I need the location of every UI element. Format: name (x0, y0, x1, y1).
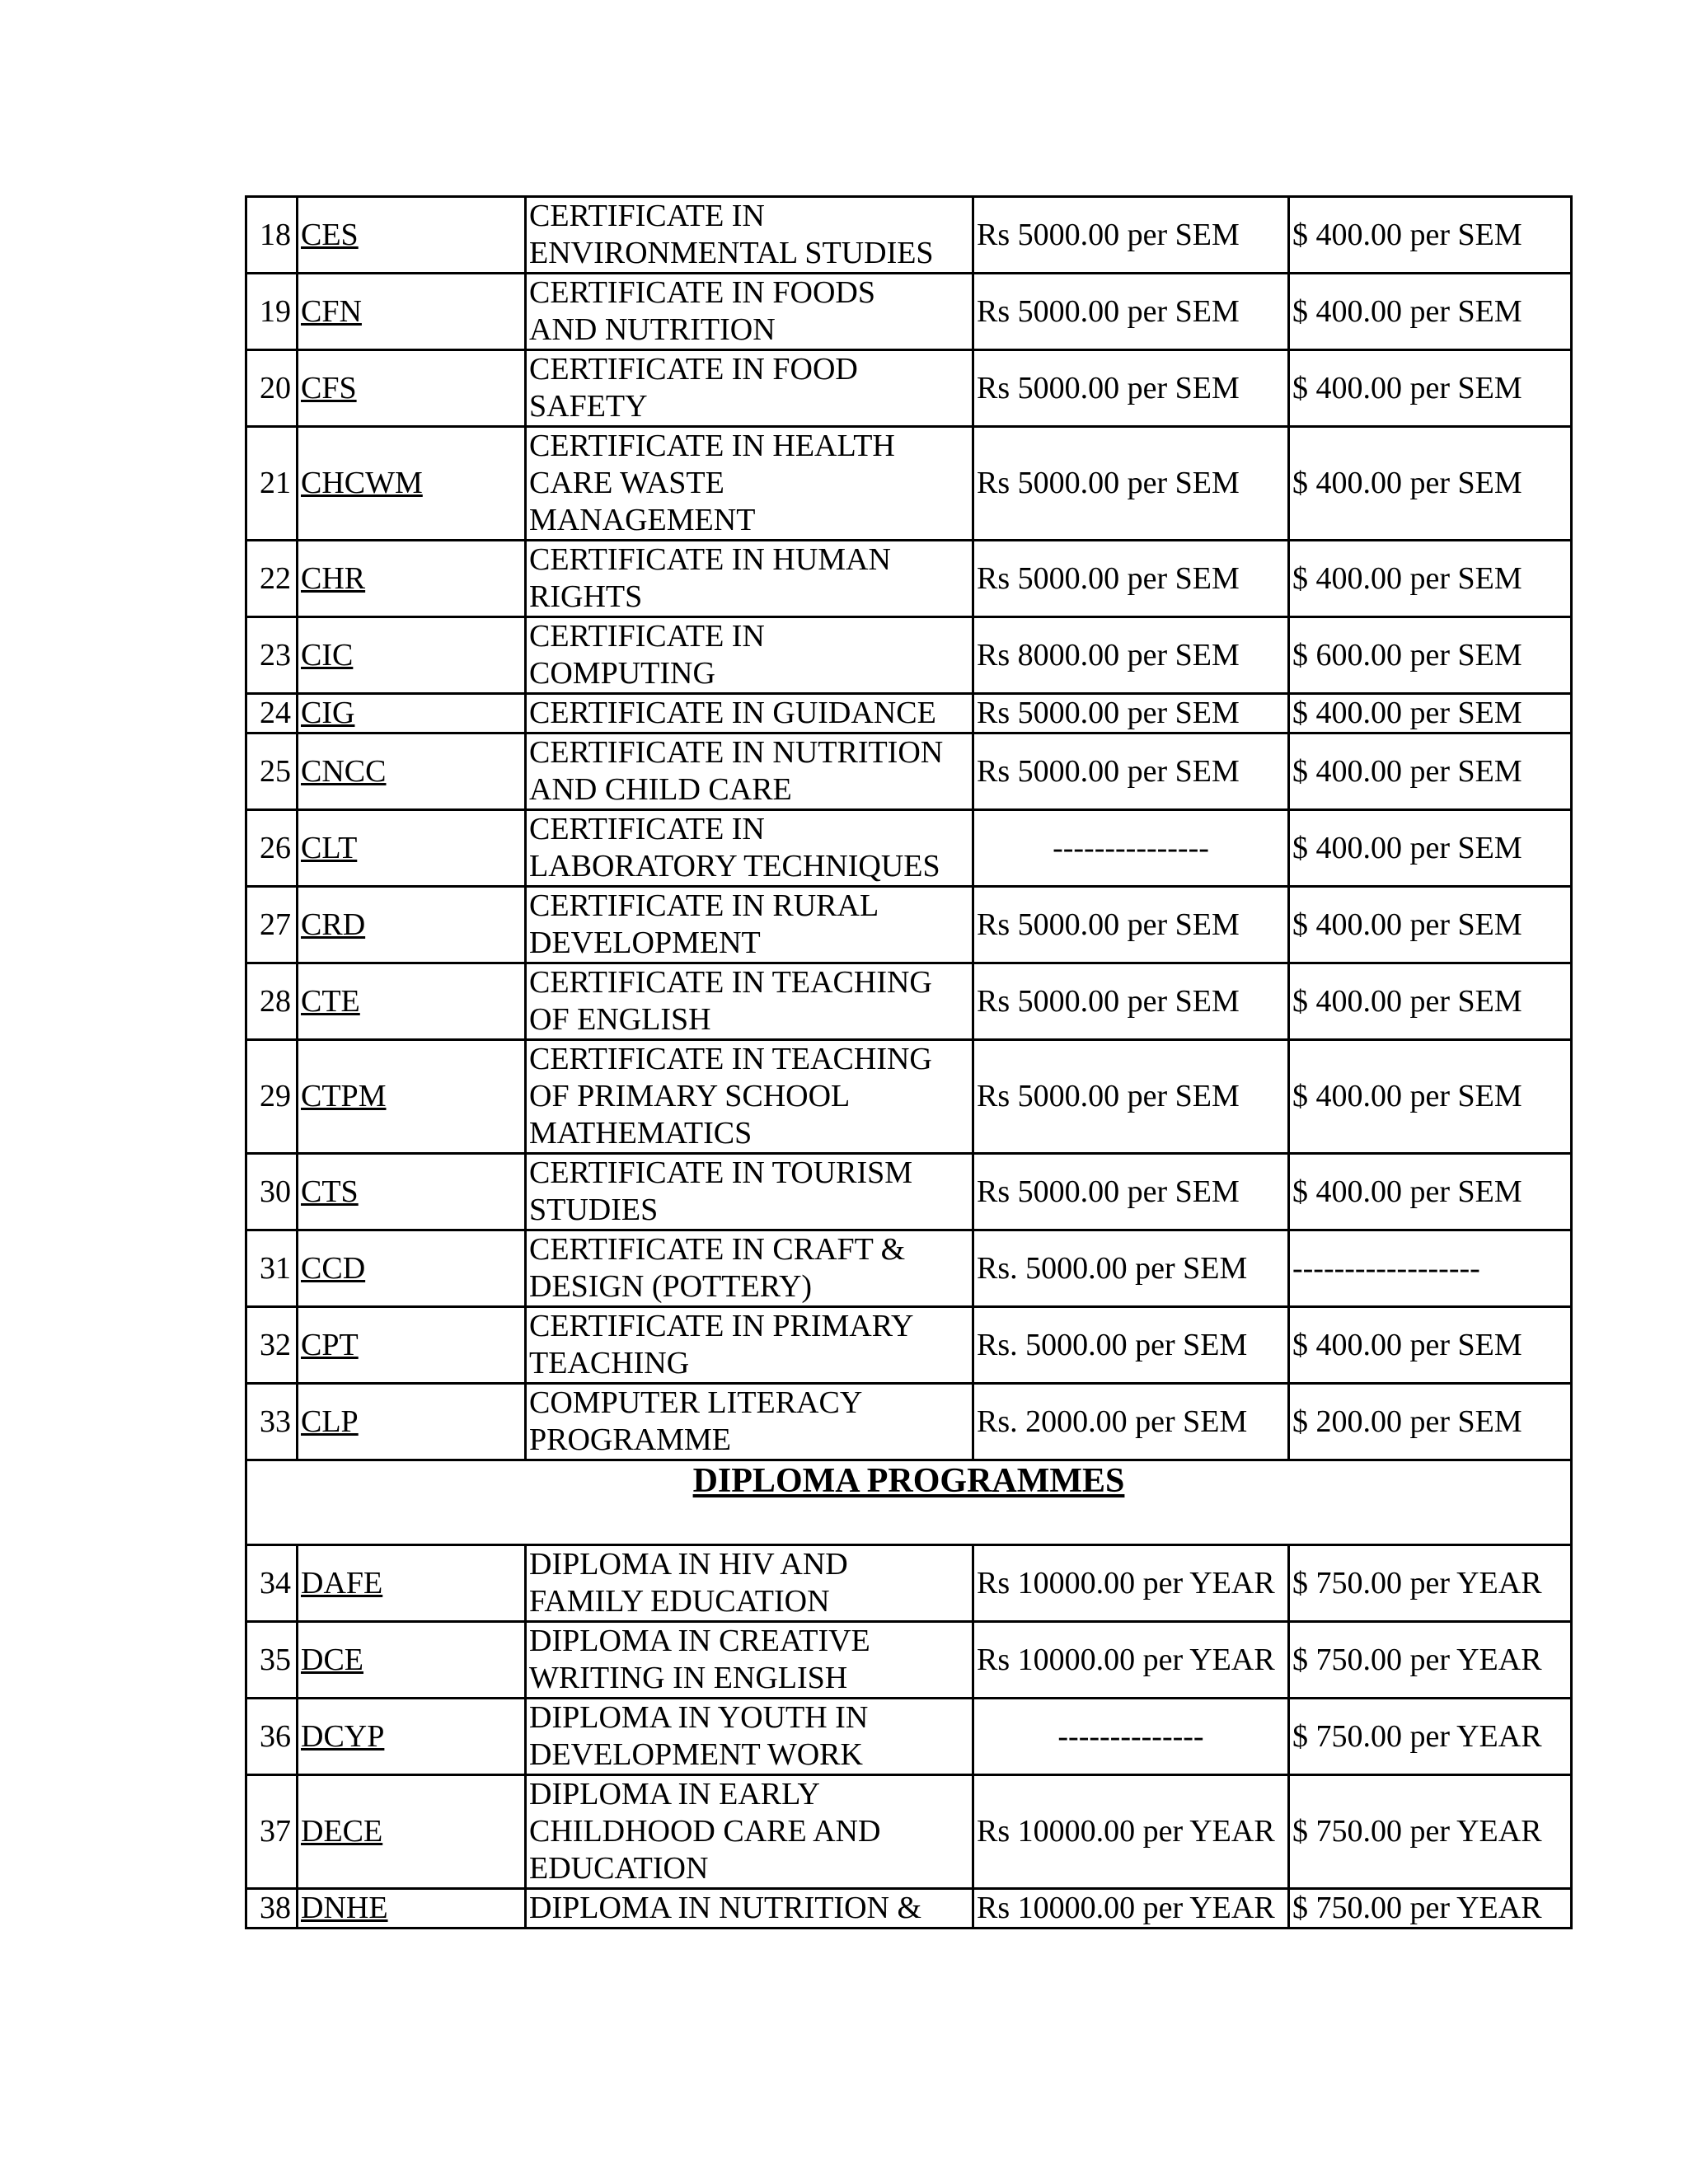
row-number: 32 (260, 1327, 291, 1362)
row-number: 30 (260, 1174, 291, 1209)
row-number-cell (246, 1040, 298, 1154)
programme-code-link[interactable]: CCD (301, 1250, 366, 1286)
row-number: 24 (260, 696, 291, 730)
programme-name-line: CARE WASTE (529, 466, 724, 500)
table-row (246, 617, 1572, 694)
row-number-cell (246, 1230, 298, 1307)
programme-name-line: LABORATORY TECHNIQUES (529, 849, 940, 883)
international-fee-cell (1289, 1040, 1572, 1154)
local-fee-cell (973, 1307, 1289, 1384)
international-fee: ------------------ (1292, 1250, 1480, 1286)
programme-code-cell[interactable] (298, 274, 526, 350)
programme-code-link[interactable]: CIC (301, 637, 354, 673)
programme-name-line: OF ENGLISH (529, 1002, 711, 1037)
programme-name-line: DIPLOMA IN YOUTH IN (529, 1700, 869, 1735)
local-fee-cell (973, 427, 1289, 541)
local-fee: Rs 10000.00 per YEAR (977, 1565, 1275, 1601)
programme-name (529, 618, 969, 692)
local-fee-cell (973, 1699, 1289, 1775)
programme-code-cell[interactable] (298, 197, 526, 274)
programme-name-cell (526, 197, 973, 274)
local-fee-cell (973, 617, 1289, 694)
international-fee-cell (1289, 887, 1572, 963)
programme-name-line: CERTIFICATE IN (529, 619, 765, 654)
programme-name-line: MATHEMATICS (529, 1116, 753, 1151)
international-fee: $ 750.00 per YEAR (1292, 1814, 1542, 1849)
programme-name (529, 1776, 969, 1887)
international-fee: $ 400.00 per SEM (1292, 1327, 1522, 1362)
programme-name-cell (526, 887, 973, 963)
programme-name-cell (526, 541, 973, 617)
row-number-cell (246, 1775, 298, 1889)
programme-code-cell[interactable] (298, 810, 526, 887)
programme-name-line: CERTIFICATE IN (529, 812, 765, 846)
programme-name-line: COMPUTER LITERACY (529, 1385, 863, 1420)
programme-name-line: AND NUTRITION (529, 312, 776, 347)
programme-name-line: CERTIFICATE IN TOURISM (529, 1155, 913, 1190)
international-fee: $ 750.00 per YEAR (1292, 1718, 1542, 1754)
programme-code-link[interactable]: CTE (301, 983, 360, 1019)
programme-name-cell (526, 617, 973, 694)
programme-name (529, 888, 969, 962)
programme-name (529, 1623, 969, 1697)
row-number: 37 (260, 1814, 291, 1849)
international-fee: $ 400.00 per SEM (1292, 696, 1522, 730)
local-fee: Rs 10000.00 per YEAR (977, 1814, 1275, 1849)
programme-code-cell[interactable] (298, 1545, 526, 1622)
programme-name-line: SAFETY (529, 389, 648, 424)
programme-name-line: CERTIFICATE IN (529, 199, 765, 233)
local-fee-cell (973, 1230, 1289, 1307)
row-number: 27 (260, 907, 291, 942)
row-number-cell (246, 350, 298, 427)
programme-name-cell (526, 963, 973, 1040)
table-row (246, 427, 1572, 541)
programme-code-link[interactable]: CPT (301, 1327, 359, 1362)
international-fee: $ 400.00 per SEM (1292, 830, 1522, 865)
programme-name-line: COMPUTING (529, 656, 715, 691)
local-fee-cell (973, 1154, 1289, 1230)
table-row (246, 274, 1572, 350)
programme-name-cell (526, 1775, 973, 1889)
programme-code-link[interactable]: CTS (301, 1174, 359, 1209)
programme-name (529, 1546, 969, 1620)
programme-code-link[interactable]: CNCC (301, 753, 387, 789)
row-number: 23 (260, 637, 291, 673)
row-number: 22 (260, 560, 291, 596)
programme-name-cell (526, 427, 973, 541)
programme-name-cell (526, 810, 973, 887)
programme-name-cell (526, 274, 973, 350)
programme-name (529, 198, 969, 272)
table-row (246, 1230, 1572, 1307)
programme-name (529, 274, 969, 349)
row-number: 38 (260, 1891, 291, 1925)
programme-name-line: CERTIFICATE IN FOOD (529, 352, 858, 387)
programme-code-link[interactable]: CHR (301, 560, 366, 596)
programme-code-link[interactable]: DAFE (301, 1565, 383, 1601)
international-fee: $ 400.00 per SEM (1292, 560, 1522, 596)
table-row (246, 1889, 1572, 1929)
programme-code-cell[interactable] (298, 887, 526, 963)
table-row (246, 810, 1572, 887)
programme-name-cell (526, 350, 973, 427)
international-fee: $ 750.00 per YEAR (1292, 1891, 1542, 1925)
international-fee: $ 400.00 per SEM (1292, 1079, 1522, 1113)
row-number-cell (246, 1622, 298, 1699)
diploma-rows (246, 1545, 1572, 1929)
row-number: 21 (260, 466, 291, 500)
programme-name-line: PROGRAMME (529, 1422, 731, 1457)
local-fee-cell (973, 810, 1289, 887)
local-fee: Rs 10000.00 per YEAR (977, 1642, 1275, 1677)
programme-name-line: CERTIFICATE IN TEACHING (529, 965, 932, 1000)
programme-code-cell[interactable] (298, 350, 526, 427)
international-fee-cell (1289, 350, 1572, 427)
programme-name-line: AND CHILD CARE (529, 772, 792, 807)
programme-name-line: DESIGN (POTTERY) (529, 1269, 813, 1304)
row-number-cell (246, 694, 298, 733)
row-number-cell (246, 617, 298, 694)
row-number: 26 (260, 830, 291, 865)
row-number: 36 (260, 1718, 291, 1754)
programme-code-link[interactable]: CLP (301, 1404, 359, 1439)
programme-name-line: CERTIFICATE IN NUTRITION (529, 735, 944, 770)
programme-name (529, 811, 969, 885)
programme-name-line: EDUCATION (529, 1851, 709, 1886)
programme-name-cell (526, 1384, 973, 1460)
row-number-cell (246, 733, 298, 810)
local-fee: Rs. 5000.00 per SEM (977, 1250, 1248, 1286)
local-fee: Rs 10000.00 per YEAR (977, 1891, 1275, 1925)
row-number-cell (246, 1545, 298, 1622)
programme-code-cell[interactable] (298, 1889, 526, 1929)
programme-name-line: WRITING IN ENGLISH (529, 1661, 848, 1695)
row-number-cell (246, 274, 298, 350)
row-number-cell (246, 197, 298, 274)
row-number: 20 (260, 370, 291, 405)
international-fee: $ 200.00 per SEM (1292, 1404, 1522, 1439)
international-fee: $ 400.00 per SEM (1292, 753, 1522, 789)
programme-name-line: CERTIFICATE IN HUMAN (529, 542, 891, 577)
international-fee: $ 400.00 per SEM (1292, 466, 1522, 500)
local-fee-cell (973, 887, 1289, 963)
international-fee-cell (1289, 541, 1572, 617)
row-number: 35 (260, 1642, 291, 1677)
local-fee-cell (973, 1622, 1289, 1699)
programme-code-cell[interactable] (298, 617, 526, 694)
programme-name-cell (526, 1307, 973, 1384)
international-fee-cell (1289, 427, 1572, 541)
row-number-cell (246, 1307, 298, 1384)
international-fee: $ 600.00 per SEM (1292, 637, 1522, 673)
international-fee: $ 750.00 per YEAR (1292, 1565, 1542, 1601)
local-fee-cell (973, 1775, 1289, 1889)
local-fee-cell (973, 541, 1289, 617)
local-fee-cell (973, 350, 1289, 427)
local-fee: Rs 8000.00 per SEM (977, 637, 1240, 673)
row-number-cell (246, 1699, 298, 1775)
programme-code-link[interactable]: CLT (301, 830, 358, 865)
programme-name-line: DIPLOMA IN NUTRITION & (529, 1891, 922, 1925)
row-number: 28 (260, 983, 291, 1019)
local-fee: Rs 5000.00 per SEM (977, 217, 1240, 252)
programme-code-cell[interactable] (298, 1622, 526, 1699)
programme-name-line: DIPLOMA IN HIV AND (529, 1547, 848, 1582)
programme-name-cell (526, 1889, 973, 1929)
table-row (246, 350, 1572, 427)
programme-code-link[interactable]: DECE (301, 1814, 383, 1849)
programme-code-cell[interactable] (298, 1040, 526, 1154)
programme-name-line: DEVELOPMENT WORK (529, 1737, 863, 1772)
programme-name (529, 964, 969, 1038)
programme-code-link[interactable]: CFN (301, 293, 362, 329)
table-row (246, 1699, 1572, 1775)
international-fee-cell (1289, 1545, 1572, 1622)
programme-name-line: CERTIFICATE IN HEALTH (529, 429, 895, 463)
local-fee: Rs 5000.00 per SEM (977, 293, 1240, 329)
programme-code-link[interactable]: CES (301, 217, 359, 252)
programme-name (529, 428, 969, 539)
local-fee-cell (973, 274, 1289, 350)
programme-code-link[interactable]: CHCWM (301, 466, 423, 500)
international-fee: $ 400.00 per SEM (1292, 983, 1522, 1019)
table-row (246, 694, 1572, 733)
programme-name-cell (526, 1230, 973, 1307)
programme-name-line: CERTIFICATE IN CRAFT & (529, 1232, 906, 1267)
row-number-cell (246, 1154, 298, 1230)
international-fee: $ 400.00 per SEM (1292, 907, 1522, 942)
table-row (246, 197, 1572, 274)
certificate-rows (246, 197, 1572, 1460)
programme-name-cell (526, 1545, 973, 1622)
international-fee-cell (1289, 1154, 1572, 1230)
programme-name-cell (526, 733, 973, 810)
international-fee-cell (1289, 963, 1572, 1040)
programme-code-cell[interactable] (298, 694, 526, 733)
local-fee: Rs 5000.00 per SEM (977, 1174, 1240, 1209)
local-fee: Rs. 2000.00 per SEM (977, 1404, 1248, 1439)
diploma-section (246, 1460, 1572, 1545)
row-number: 34 (260, 1565, 291, 1601)
programme-name (529, 734, 969, 808)
row-number-cell (246, 887, 298, 963)
table-row (246, 1622, 1572, 1699)
table-row (246, 1775, 1572, 1889)
row-number-cell (246, 810, 298, 887)
programme-name-cell (526, 1040, 973, 1154)
local-fee: Rs 5000.00 per SEM (977, 753, 1240, 789)
international-fee: $ 400.00 per SEM (1292, 1174, 1522, 1209)
programme-name-cell (526, 1154, 973, 1230)
programme-name-cell (526, 1622, 973, 1699)
international-fee-cell (1289, 694, 1572, 733)
international-fee-cell (1289, 617, 1572, 694)
programme-name (529, 1699, 969, 1774)
programme-name-line: DIPLOMA IN CREATIVE (529, 1624, 870, 1658)
international-fee: $ 400.00 per SEM (1292, 293, 1522, 329)
programme-name-line: DEVELOPMENT (529, 926, 761, 960)
programme-code-link[interactable]: CFS (301, 370, 357, 405)
local-fee: Rs 5000.00 per SEM (977, 466, 1240, 500)
local-fee: Rs 5000.00 per SEM (977, 1079, 1240, 1113)
international-fee-cell (1289, 1699, 1572, 1775)
table-row (246, 541, 1572, 617)
programme-code-cell[interactable] (298, 733, 526, 810)
local-fee-cell (973, 1545, 1289, 1622)
table-row (246, 1545, 1572, 1622)
programme-name (529, 1890, 969, 1927)
local-fee: Rs 5000.00 per SEM (977, 696, 1240, 730)
local-fee-cell (973, 694, 1289, 733)
international-fee-cell (1289, 197, 1572, 274)
table-row (246, 887, 1572, 963)
row-number: 29 (260, 1079, 291, 1113)
programme-code-cell[interactable] (298, 1230, 526, 1307)
programme-name-line: ENVIRONMENTAL STUDIES (529, 236, 934, 270)
row-number: 19 (260, 293, 291, 329)
programme-code-link[interactable]: CRD (301, 907, 366, 942)
local-fee-cell (973, 733, 1289, 810)
local-fee: -------------- (1057, 1718, 1204, 1754)
programme-fee-table (245, 195, 1573, 1929)
programme-name (529, 1385, 969, 1459)
programme-code-cell[interactable] (298, 963, 526, 1040)
programme-name-line: CHILDHOOD CARE AND (529, 1814, 881, 1849)
section-header-row (246, 1460, 1572, 1545)
international-fee-cell (1289, 1230, 1572, 1307)
programme-name-line: OF PRIMARY SCHOOL (529, 1079, 851, 1113)
local-fee: Rs 5000.00 per SEM (977, 370, 1240, 405)
local-fee-cell (973, 1040, 1289, 1154)
international-fee-cell (1289, 1622, 1572, 1699)
programme-code-link[interactable]: CTPM (301, 1079, 387, 1113)
international-fee-cell (1289, 1307, 1572, 1384)
section-heading-cell (246, 1460, 1572, 1545)
programme-name-line: CERTIFICATE IN RURAL (529, 888, 879, 923)
row-number: 33 (260, 1404, 291, 1439)
programme-code-cell[interactable] (298, 541, 526, 617)
programme-name-cell (526, 1699, 973, 1775)
table-row (246, 1307, 1572, 1384)
table-row (246, 733, 1572, 810)
local-fee-cell (973, 1384, 1289, 1460)
programme-code-link[interactable]: DCYP (301, 1718, 385, 1754)
programme-code-link[interactable]: CIG (301, 696, 355, 730)
international-fee-cell (1289, 810, 1572, 887)
row-number-cell (246, 1889, 298, 1929)
international-fee: $ 400.00 per SEM (1292, 217, 1522, 252)
table-row (246, 1384, 1572, 1460)
international-fee-cell (1289, 733, 1572, 810)
table-row (246, 1040, 1572, 1154)
programme-code-cell[interactable] (298, 1154, 526, 1230)
programme-name-line: MANAGEMENT (529, 503, 756, 537)
programme-name-line: CERTIFICATE IN FOODS (529, 275, 875, 310)
programme-name (529, 695, 969, 732)
international-fee-cell (1289, 1384, 1572, 1460)
row-number-cell (246, 427, 298, 541)
programme-name-line: CERTIFICATE IN TEACHING (529, 1042, 932, 1076)
programme-code-link[interactable]: DNHE (301, 1891, 388, 1925)
local-fee-cell (973, 1889, 1289, 1929)
programme-name-line: DIPLOMA IN EARLY (529, 1777, 820, 1811)
local-fee: --------------- (1053, 830, 1209, 865)
programme-name-line: TEACHING (529, 1346, 690, 1380)
programme-name-line: STUDIES (529, 1193, 659, 1227)
local-fee: Rs 5000.00 per SEM (977, 560, 1240, 596)
programme-name (529, 1155, 969, 1229)
programme-name-line: FAMILY EDUCATION (529, 1584, 830, 1619)
programme-name-line: CERTIFICATE IN GUIDANCE (529, 696, 936, 730)
programme-code-cell[interactable] (298, 1775, 526, 1889)
programme-name-cell (526, 694, 973, 733)
programme-name (529, 1041, 969, 1152)
international-fee-cell (1289, 1775, 1572, 1889)
international-fee: $ 750.00 per YEAR (1292, 1642, 1542, 1677)
programme-name (529, 541, 969, 616)
section-heading: DIPLOMA PROGRAMMES (692, 1462, 1125, 1500)
programme-name (529, 1231, 969, 1305)
international-fee: $ 400.00 per SEM (1292, 370, 1522, 405)
local-fee: Rs 5000.00 per SEM (977, 907, 1240, 942)
row-number-cell (246, 963, 298, 1040)
programme-name (529, 351, 969, 425)
programme-code-cell[interactable] (298, 1384, 526, 1460)
local-fee: Rs 5000.00 per SEM (977, 983, 1240, 1019)
programme-code-link[interactable]: DCE (301, 1642, 363, 1677)
row-number: 18 (260, 217, 291, 252)
programme-name-line: CERTIFICATE IN PRIMARY (529, 1309, 914, 1343)
row-number: 25 (260, 753, 291, 789)
local-fee-cell (973, 963, 1289, 1040)
programme-code-cell[interactable] (298, 1307, 526, 1384)
programme-code-cell[interactable] (298, 427, 526, 541)
programme-name-line: RIGHTS (529, 579, 643, 614)
international-fee-cell (1289, 274, 1572, 350)
table-row (246, 963, 1572, 1040)
local-fee: Rs. 5000.00 per SEM (977, 1327, 1248, 1362)
row-number-cell (246, 1384, 298, 1460)
programme-code-cell[interactable] (298, 1699, 526, 1775)
row-number: 31 (260, 1250, 291, 1286)
row-number-cell (246, 541, 298, 617)
international-fee-cell (1289, 1889, 1572, 1929)
table-row (246, 1154, 1572, 1230)
programme-name (529, 1308, 969, 1382)
local-fee-cell (973, 197, 1289, 274)
